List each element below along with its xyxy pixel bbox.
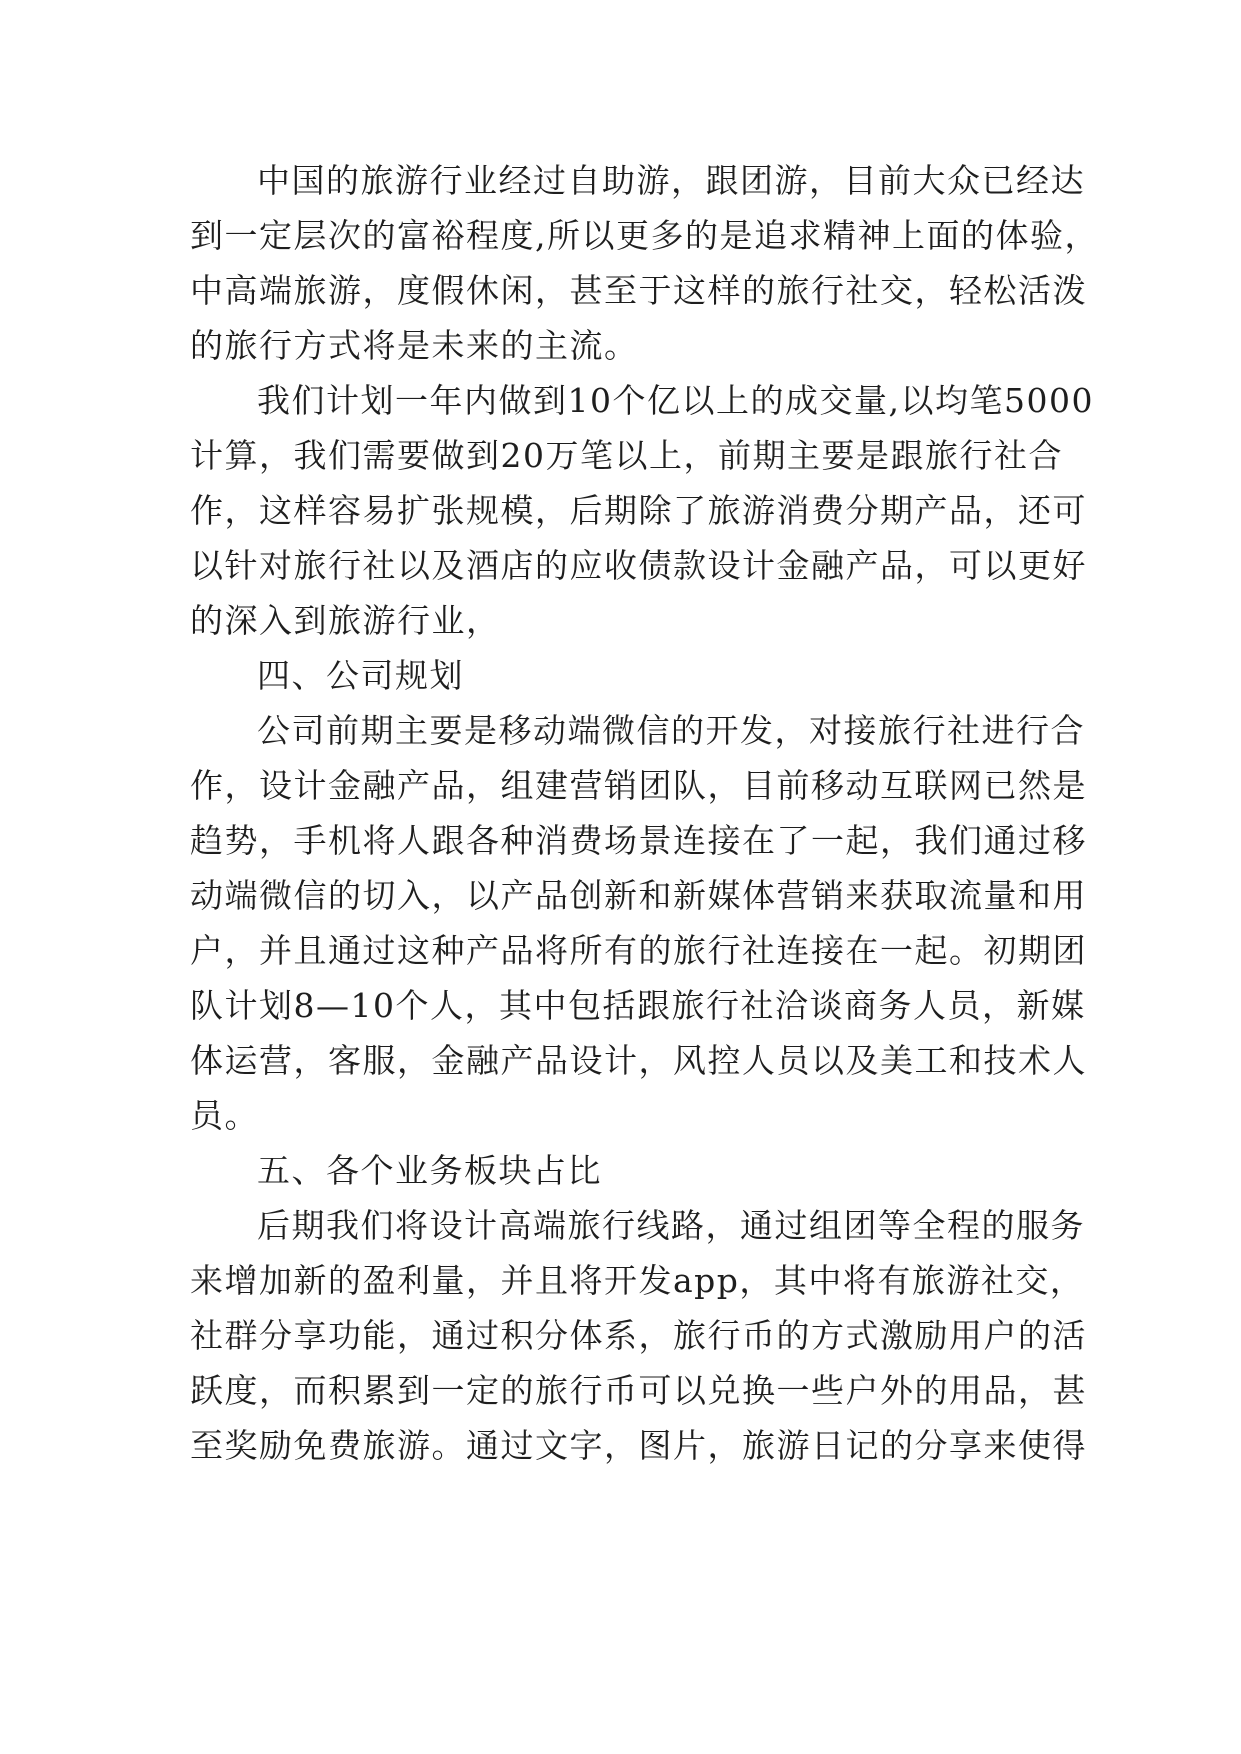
text-line: 计算，我们需要做到20万笔以上，前期主要是跟旅行社合	[190, 436, 1063, 475]
text-line: 动端微信的切入，以产品创新和新媒体营销来获取流量和用	[190, 876, 1087, 915]
text-line: 社群分享功能，通过积分体系，旅行币的方式激励用户的活	[190, 1316, 1087, 1355]
text-line: 队计划8—10个人，其中包括跟旅行社洽谈商务人员，新媒	[190, 986, 1086, 1025]
text-line: 我们计划一年内做到10个亿以上的成交量,以均笔5000	[257, 381, 1094, 420]
text-line: 的旅行方式将是未来的主流。	[190, 326, 639, 365]
text-line: 后期我们将设计高端旅行线路，通过组团等全程的服务	[257, 1206, 1085, 1245]
text-line: 公司前期主要是移动端微信的开发，对接旅行社进行合	[257, 711, 1085, 750]
text-line: 跃度，而积累到一定的旅行币可以兑换一些户外的用品，甚	[190, 1371, 1087, 1410]
text-line: 中国的旅游行业经过自助游，跟团游，目前大众已经达	[257, 161, 1085, 200]
text-line: 户，并且通过这种产品将所有的旅行社连接在一起。初期团	[190, 931, 1087, 970]
text-line: 来增加新的盈利量，并且将开发app，其中将有旅游社交，	[190, 1261, 1085, 1300]
text-line: 的深入到旅游行业，	[190, 601, 501, 640]
text-line: 中高端旅游，度假休闲，甚至于这样的旅行社交，轻松活泼	[190, 271, 1087, 310]
section-heading: 四、公司规划	[257, 656, 464, 695]
section-heading: 五、各个业务板块占比	[257, 1151, 602, 1190]
text-line: 趋势，手机将人跟各种消费场景连接在了一起，我们通过移	[190, 821, 1087, 860]
text-line: 作，设计金融产品，组建营销团队，目前移动互联网已然是	[190, 766, 1087, 805]
text-line: 作，这样容易扩张规模，后期除了旅游消费分期产品，还可	[190, 491, 1087, 530]
text-line: 体运营，客服，金融产品设计，风控人员以及美工和技术人	[190, 1041, 1087, 1080]
text-line: 到一定层次的富裕程度,所以更多的是追求精神上面的体验，	[190, 216, 1099, 255]
text-line: 至奖励免费旅游。通过文字，图片，旅游日记的分享来使得	[190, 1426, 1087, 1465]
text-line: 以针对旅行社以及酒店的应收债款设计金融产品，可以更好	[190, 546, 1087, 585]
text-line: 员。	[190, 1096, 259, 1135]
